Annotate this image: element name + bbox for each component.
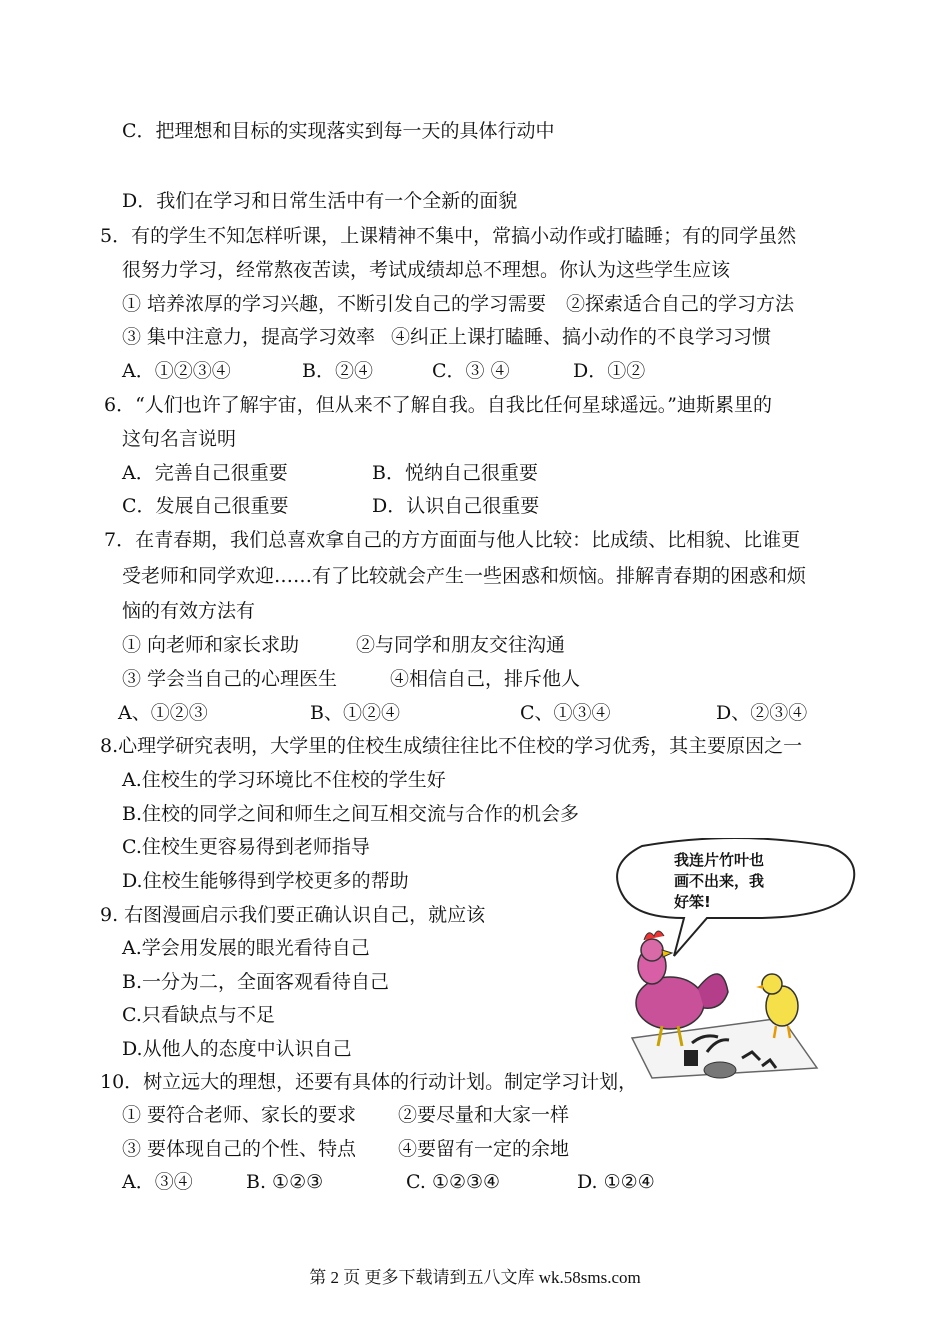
q5-option-b: B．②④ — [302, 360, 373, 382]
q9-option-b: B.一分为二，全面客观看待自己 — [122, 971, 390, 993]
q5-item-1: ① 培养浓厚的学习兴趣，不断引发自己的学习需要 — [122, 293, 547, 315]
q7-option-b: B、①②④ — [310, 702, 400, 724]
ink-bottle — [684, 1050, 698, 1066]
q10-option-d: D. ①②④ — [577, 1171, 655, 1193]
q10-item-2: ②要尽量和大家一样 — [398, 1104, 570, 1126]
q10-item-1: ① 要符合老师、家长的要求 — [122, 1104, 357, 1126]
q8-option-c: C.住校生更容易得到老师指导 — [122, 836, 370, 858]
q4-option-d: D．我们在学习和日常生活中有一个全新的面貌 — [122, 190, 518, 212]
q8-option-a: A.住校生的学习环境比不住校的学生好 — [122, 769, 446, 791]
q7-stem-line1: 7．在青春期，我们总喜欢拿自己的方方面面与他人比较：比成绩、比相貌、比谁更 — [104, 529, 801, 551]
q7-option-d: D、②③④ — [716, 702, 808, 724]
q10-option-a: A．③④ — [122, 1171, 193, 1193]
chick-head — [762, 974, 782, 994]
q7-item-3: ③ 学会当自己的心理医生 — [122, 668, 338, 690]
q5-item-4: ④纠正上课打瞌睡、搞小动作的不良学习习惯 — [391, 326, 772, 348]
q5-option-d: D．①② — [573, 360, 646, 382]
q10-option-c: C. ①②③④ — [406, 1171, 501, 1193]
q6-option-c: C．发展自己很重要 — [122, 495, 289, 517]
page-footer: 第 2 页 更多下载请到五八文库 wk.58sms.com — [309, 1268, 641, 1287]
q5-stem-line2: 很努力学习，经常熬夜苦读，考试成绩却总不理想。你认为这些学生应该 — [122, 259, 731, 281]
q7-option-c: C、①③④ — [520, 702, 611, 724]
q4-option-c: C．把理想和目标的实现落实到每一天的具体行动中 — [122, 120, 555, 142]
q5-option-c: C．③ ④ — [432, 360, 510, 382]
q9-stem: 9. 右图漫画启示我们要正确认识自己，就应该 — [100, 904, 486, 926]
q6-stem-line2: 这句名言说明 — [122, 428, 237, 450]
q5-item-2: ②探索适合自己的学习方法 — [566, 293, 795, 315]
q5-item-3: ③ 集中注意力，提高学习效率 — [122, 326, 376, 348]
q5-option-a: A．①②③④ — [122, 360, 231, 382]
q10-item-3: ③ 要体现自己的个性、特点 — [122, 1138, 357, 1160]
q5-items-row2 — [122, 325, 771, 349]
q8-option-d: D.住校生能够得到学校更多的帮助 — [122, 870, 409, 892]
q9-option-a: A.学会用发展的眼光看待自己 — [122, 937, 370, 959]
q10-option-b: B. ①②③ — [246, 1171, 324, 1193]
palette — [704, 1062, 736, 1078]
q7-stem-line3: 恼的有效方法有 — [122, 600, 256, 622]
bubble-line-3: 好笨! — [674, 893, 711, 911]
q7-item-1: ① 向老师和家长求助 — [122, 634, 300, 656]
q7-item-4: ④相信自己，排斥他人 — [390, 668, 581, 690]
q9-option-d: D.从他人的态度中认识自己 — [122, 1038, 352, 1060]
rooster-head — [641, 939, 663, 961]
bubble-line-1: 我连片竹叶也 — [674, 851, 765, 869]
q6-stem-line1: 6．“人们也许了解宇宙，但从来不了解自我。自我比任何星球遥远。”迪斯累里的 — [104, 394, 773, 416]
q5-stem-line1: 5．有的学生不知怎样听课，上课精神不集中，常搞小动作或打瞌睡；有的同学虽然 — [100, 225, 797, 247]
rooster-body — [636, 977, 704, 1029]
q7-item-2: ②与同学和朋友交往沟通 — [356, 634, 566, 656]
q7-stem-line2: 受老师和同学欢迎……有了比较就会产生一些困惑和烦恼。排解青春期的困惑和烦 — [122, 565, 807, 587]
q9-option-c: C.只看缺点与不足 — [122, 1004, 275, 1026]
q6-option-a: A．完善自己很重要 — [122, 462, 288, 484]
q10-item-4: ④要留有一定的余地 — [398, 1138, 570, 1160]
q7-option-a: A、①②③ — [118, 702, 208, 724]
q5-items-row1 — [122, 292, 794, 316]
q8-option-b: B.住校的同学之间和师生之间互相交流与合作的机会多 — [122, 803, 580, 825]
q8-stem: 8.心理学研究表明，大学里的住校生成绩往往比不住校的学习优秀，其主要原因之一 — [100, 735, 803, 757]
q6-option-b: B．悦纳自己很重要 — [372, 462, 538, 484]
q6-option-d: D．认识自己很重要 — [372, 495, 540, 517]
q10-stem: 10．树立远大的理想，还要有具体的行动计划。制定学习计划， — [100, 1071, 638, 1093]
bubble-line-2: 画不出来，我 — [674, 872, 765, 890]
cartoon-illustration — [612, 838, 858, 1083]
